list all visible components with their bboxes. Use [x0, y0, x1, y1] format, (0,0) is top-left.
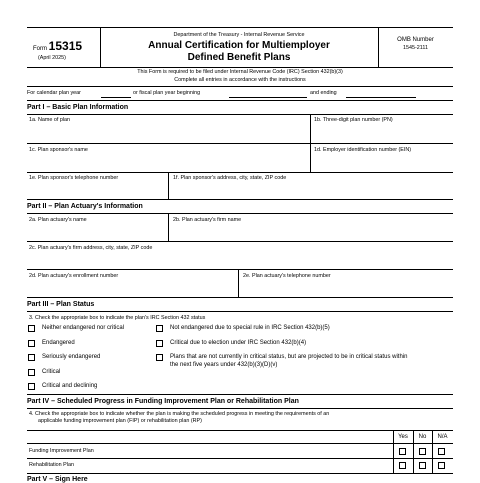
fip-yes-checkbox[interactable] — [399, 448, 406, 455]
plan-name-field[interactable]: 1a. Name of plan — [29, 117, 71, 123]
form-number: 15315 — [48, 39, 83, 53]
status-label-neither: Neither endangered nor critical — [42, 325, 125, 331]
status-label-critical: Critical — [42, 369, 61, 375]
status-label-seriously-endangered: Seriously endangered — [42, 354, 101, 360]
part3-heading: Part III – Plan Status — [27, 301, 95, 308]
status-checkbox-projected-critical[interactable] — [156, 354, 163, 361]
part5-heading: Part V – Sign Here — [27, 476, 88, 483]
sponsor-address-field[interactable]: 1f. Plan sponsor's address, city, state, ZIP code — [173, 175, 287, 181]
status-label-not-endangered-special: Not endangered due to special rule in IRC Section 432(b)(5) — [170, 325, 330, 331]
status-label-critical-declining: Critical and declining — [42, 383, 98, 389]
fip-no-checkbox[interactable] — [419, 448, 426, 455]
part4-heading: Part IV – Scheduled Progress in Funding Improvement Plan or Rehabilitation Plan — [27, 398, 299, 405]
part1-heading: Part I – Basic Plan Information — [27, 104, 129, 111]
calendar-year-field[interactable] — [101, 97, 131, 98]
enrollment-number-field[interactable]: 2d. Plan actuary's enrollment number — [29, 273, 119, 279]
fiscal-year-label: or fiscal plan year beginning — [133, 90, 201, 96]
form-title-line2: Defined Benefit Plans — [187, 52, 291, 63]
ein-field[interactable]: 1d. Employer identification number (EIN) — [314, 147, 412, 153]
actuary-address-field[interactable]: 2c. Plan actuary's firm address, city, state, ZIP code — [29, 245, 153, 251]
sponsor-phone-field[interactable]: 1e. Plan sponsor's telephone number — [29, 175, 119, 181]
form-word: Form — [33, 46, 47, 52]
status-checkbox-endangered[interactable] — [28, 340, 35, 347]
col-no: No — [418, 434, 427, 440]
status-label-critical-election: Critical due to election under IRC Section 432(b)(4) — [170, 340, 307, 346]
status-checkbox-critical-declining[interactable] — [28, 383, 35, 390]
col-yes: Yes — [398, 434, 408, 440]
fiscal-end-field[interactable] — [346, 97, 416, 98]
form-revision: (April 2025) — [38, 55, 66, 61]
ending-label: and ending — [310, 90, 337, 96]
actuary-phone-field[interactable]: 2e. Plan actuary's telephone number — [243, 273, 331, 279]
part2-heading: Part II – Plan Actuary's Information — [27, 203, 143, 210]
status-checkbox-neither[interactable] — [28, 325, 35, 332]
fiscal-begin-field[interactable] — [229, 97, 307, 98]
rp-row-label: Rehabilitation Plan — [29, 462, 74, 468]
status-checkbox-critical-election[interactable] — [156, 340, 163, 347]
rp-no-checkbox[interactable] — [419, 462, 426, 469]
part3-instruction: 3. Check the appropriate box to indicate the plan's IRC Section 432 status — [29, 315, 206, 321]
status-checkbox-seriously-endangered[interactable] — [28, 354, 35, 361]
status-label-projected-critical-line2: the next five years under 432(b)(3)(D)(v) — [170, 362, 278, 368]
part4-instruction-line1: 4. Check the appropriate box to indicate whether the plan is making the scheduled progress in meeting the requirements of an — [29, 411, 330, 417]
calendar-year-label: For calendar plan year — [27, 90, 81, 96]
sponsor-name-field[interactable]: 1c. Plan sponsor's name — [29, 147, 88, 153]
rp-na-checkbox[interactable] — [438, 462, 445, 469]
fip-na-checkbox[interactable] — [438, 448, 445, 455]
part4-instruction-line2: applicable funding improvement plan (FIP) or rehabilitation plan (RP) — [38, 418, 202, 424]
required-note: This Form is required to be filed under Internal Revenue Code (IRC) Section 432(b)(3) — [137, 69, 343, 75]
fip-row-label: Funding Improvement Plan — [29, 448, 94, 454]
omb-number: 1545-2111 — [403, 45, 428, 51]
status-checkbox-not-endangered-special[interactable] — [156, 325, 163, 332]
complete-note: Complete all entries in accordance with the instructions — [174, 77, 306, 83]
col-na: N/A — [437, 434, 448, 440]
form-label — [33, 40, 82, 54]
rp-yes-checkbox[interactable] — [399, 462, 406, 469]
status-label-endangered: Endangered — [42, 340, 75, 346]
status-label-projected-critical-line1: Plans that are not currently in critical status, but are projected to be in critical status within — [170, 354, 408, 360]
status-checkbox-critical[interactable] — [28, 369, 35, 376]
actuary-firm-field[interactable]: 2b. Plan actuary's firm name — [173, 217, 242, 223]
plan-number-field[interactable]: 1b. Three-digit plan number (PN) — [314, 117, 393, 123]
omb-label: OMB Number — [397, 37, 434, 43]
actuary-name-field[interactable]: 2a. Plan actuary's name — [29, 217, 87, 223]
form-title-line1: Annual Certification for Multiemployer — [148, 40, 330, 51]
agency-line: Department of the Treasury - Internal Revenue Service — [173, 32, 305, 38]
